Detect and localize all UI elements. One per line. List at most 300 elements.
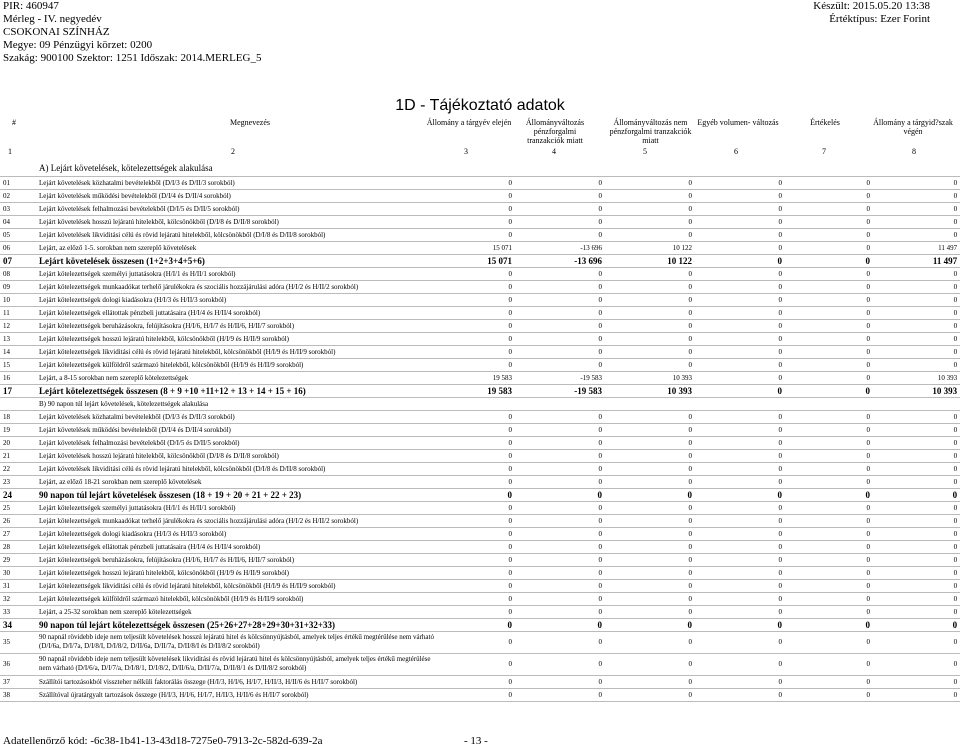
row-value: -19 583 [574,385,602,396]
row-code: 14 [3,347,10,356]
row-value: 0 [598,677,602,686]
table-row [0,332,960,345]
row-value: 0 [778,295,782,304]
row-label: Lejárt követelések hosszú lejáratú hitelekből, kölcsönökből (D/I/8 és D/II/8 sorokból) [39,451,279,460]
table-row [0,160,960,176]
row-value: 0 [778,607,782,616]
table-row [0,228,960,241]
row-value: -19 583 [580,373,602,382]
row-value: 0 [598,464,602,473]
row-value: 0 [688,677,692,686]
row-label: Szállítóval újratárgyalt tartozások összege (H/I/3, H/I/6, H/I/7, H/II/3, H/II/6 és H/II/7 sorokból) [39,690,309,699]
row-value: 0 [688,594,692,603]
row-value: 0 [778,360,782,369]
table-row [0,319,960,332]
row-code: 09 [3,282,10,291]
row-code: 13 [3,334,10,343]
table-row [0,423,960,436]
row-value: 0 [508,425,512,434]
row-value: 0 [953,230,958,239]
row-code: 17 [3,385,12,396]
row-label: Lejárt kötelezettségek beruházásokra, felújításokra (H/I/6, H/I/7 és H/II/6, H/II/7 sorokból) [39,555,295,564]
row-value: 0 [598,230,602,239]
row-value: 0 [953,542,958,551]
row-value: 0 [598,308,602,317]
col-c3: Állomány a tárgyév elején [426,118,512,127]
row-code: 18 [3,412,10,421]
row-label: Lejárt kötelezettségek összesen (8 + 9 +10 +11+12 + 13 + 14 + 15 + 16) [39,385,306,396]
row-label: Lejárt követelések felhalmozási bevételekből (D/I/5 és D/II/5 sorokból) [39,438,240,447]
row-value: 0 [688,178,692,187]
row-value: 0 [508,516,512,525]
row-value: 0 [688,660,692,668]
row-label: 90 napon túl lejárt kötelezettségek összesen (25+26+27+28+29+30+31+32+33) [39,619,335,630]
row-value: 0 [952,489,958,500]
row-value: 0 [598,660,602,668]
row-code: 26 [3,516,10,525]
row-value: 0 [598,191,602,200]
table-row [0,631,960,653]
row-value: 0 [688,230,692,239]
row-label: Lejárt kötelezettségek hosszú lejáratú hitelekből, kölcsönökből (H/I/9 és H/II/9 sorokból) [39,334,289,343]
row-value: 0 [508,282,512,291]
row-value: 0 [597,489,602,500]
row-code: 07 [3,255,12,266]
row-value: 0 [778,660,782,668]
row-value: 0 [778,204,782,213]
row-value: 0 [953,677,958,686]
row-code: 34 [3,619,12,630]
row-value: 0 [778,568,782,577]
row-value: 0 [688,438,692,447]
row-value: 0 [778,516,782,525]
row-value: 0 [866,230,870,239]
row-value: 0 [688,464,692,473]
row-value: 0 [778,373,782,382]
row-value: 0 [688,347,692,356]
row-value: 0 [598,638,602,646]
row-value: 0 [778,230,782,239]
row-value: 0 [866,373,870,382]
row-value: 10 122 [667,255,692,266]
row-value: 10 393 [672,373,692,382]
row-value: 0 [507,489,512,500]
row-code: 03 [3,204,10,213]
table-row [0,176,960,189]
row-value: 0 [866,503,870,512]
row-value: 0 [953,607,958,616]
row-value: 0 [865,255,870,266]
row-value: 0 [778,191,782,200]
table-row [0,293,960,306]
column-header-row [0,114,960,146]
district-label: Megye: 09 Pénzügyi körzet: 0200 [3,39,153,51]
row-value: 0 [508,360,512,369]
table-row [0,605,960,618]
row-value: 0 [866,438,870,447]
row-value: 0 [953,529,958,538]
col-number: 1 [8,147,12,156]
table-row [0,436,960,449]
row-value: 0 [777,619,782,630]
row-value: 0 [778,347,782,356]
table-row [0,358,960,371]
row-value: 0 [688,412,692,421]
row-label: B) 90 napon túl lejárt követelések, kötelezettségek alakulása [39,399,209,408]
row-value: 0 [778,321,782,330]
row-value: 0 [866,308,870,317]
row-code: 16 [3,373,10,382]
table-row [0,566,960,579]
row-value: 0 [866,677,870,686]
institution-label: CSOKONAI SZÍNHÁZ [3,26,110,38]
row-label: Lejárt követelések működési bevételekből (D/I/4 és D/II/4 sorokból) [39,191,231,200]
row-value: 0 [866,529,870,538]
col-number: 3 [464,147,468,156]
table-row [0,527,960,540]
table-row [0,475,960,488]
row-value: 0 [508,660,512,668]
row-code: 15 [3,360,10,369]
row-label: A) Lejárt követelések, kötelezettségek alakulása [39,162,213,173]
row-label: Lejárt kötelezettségek személyi juttatásokra (H/I/1 és H/II/1 sorokból) [39,269,236,278]
row-value: 0 [866,477,870,486]
row-value: 0 [598,217,602,226]
row-value: 0 [866,594,870,603]
row-value: 0 [866,178,870,187]
row-value: 0 [953,217,958,226]
row-value: 0 [688,607,692,616]
row-code: 06 [3,243,10,252]
row-code: 08 [3,269,10,278]
row-value: 0 [953,568,958,577]
row-value: 0 [598,516,602,525]
row-value: 0 [508,438,512,447]
row-label: Lejárt, az előző 18-21 sorokban nem szereplő követelések [39,477,202,486]
row-value: 0 [508,204,512,213]
table-row [0,514,960,527]
row-value: 0 [778,581,782,590]
row-label: Lejárt kötelezettségek személyi juttatásokra (H/I/1 és H/II/1 sorokból) [39,503,236,512]
row-label: Lejárt követelések közhatalmi bevételekből (D/I/3 és D/II/3 sorokból) [39,178,235,187]
row-value: 0 [508,677,512,686]
row-value: 0 [866,568,870,577]
row-value: 0 [508,347,512,356]
row-label: Szállítói tartozásokból visszteher nélküli faktorálás összege (H/I/3, H/I/6, H/I/7, H/II/3, H/II/6 és H/II/7 sorokból) [39,677,358,686]
row-value: 0 [508,555,512,564]
row-code: 24 [3,489,12,500]
row-value: 0 [778,677,782,686]
row-label: Lejárt követelések felhalmozási bevételekből (D/I/5 és D/II/5 sorokból) [39,204,240,213]
row-value: 0 [598,204,602,213]
row-value: 0 [866,638,870,646]
row-label: 90 napnál rövidebb ideje nem teljesült követelések hosszú lejáratú hitel és kölcsönnyújtásból, amelyek teljes értékű megtérülése nem várható (D/I/6a, D/I/7a, D/I/8/I, D/I/8/2, D/II/6a, D/II/7a, D/II/8/I és D/II/8/2 sorokból) [39,633,434,650]
row-value: 0 [866,690,870,699]
table-row [0,653,960,675]
row-value: 0 [598,503,602,512]
row-label: Lejárt kötelezettségek ellátottak pénzbeli juttatásaira (H/I/4 és H/II/4 sorokból) [39,308,261,317]
row-value: 0 [598,555,602,564]
row-value: 0 [688,191,692,200]
row-value: 0 [778,412,782,421]
row-value: 0 [866,217,870,226]
row-value: 0 [688,282,692,291]
row-value: 0 [598,334,602,343]
row-code [0,397,36,410]
row-value: 0 [953,334,958,343]
row-label: Lejárt, az előző 1-5. sorokban nem szereplő követelések [39,243,197,252]
table-row [0,202,960,215]
row-value: 0 [687,619,692,630]
row-value: 0 [598,438,602,447]
report-label: Mérleg - IV. negyedév [3,13,102,25]
row-value: 0 [866,516,870,525]
row-value: 0 [688,451,692,460]
row-value: 0 [866,347,870,356]
row-value: 0 [953,581,958,590]
row-value: 0 [866,295,870,304]
row-code: 21 [3,451,10,460]
row-value: 0 [508,529,512,538]
row-value: 0 [598,321,602,330]
row-code: 36 [3,660,10,668]
row-label: Lejárt kötelezettségek likviditási célú és rövid lejáratú hitelekből, kölcsönökből (H/I/9 és H/II/9 sorokból) [39,581,336,590]
row-value: 0 [778,690,782,699]
row-value: 0 [598,690,602,699]
row-value: 0 [598,477,602,486]
row-label: 90 napon túl lejárt követelések összesen (18 + 19 + 20 + 21 + 22 + 23) [39,489,302,500]
row-value: 0 [778,638,782,646]
table-row [0,688,960,701]
row-value: 0 [688,321,692,330]
row-value: 0 [778,282,782,291]
row-value: 0 [778,477,782,486]
table-row [0,579,960,592]
row-code: 19 [3,425,10,434]
row-value: 0 [953,464,958,473]
row-value: 0 [953,660,958,668]
row-value: 15 071 [492,243,512,252]
row-value: 0 [598,295,602,304]
row-value: 0 [598,269,602,278]
row-value: 0 [508,217,512,226]
row-label: Lejárt kötelezettségek beruházásokra, felújításokra (H/I/6, H/I/7 és H/II/6, H/II/7 sorokból) [39,321,295,330]
row-value: 0 [866,334,870,343]
row-value: 0 [508,503,512,512]
row-value: 0 [598,347,602,356]
row-value: 0 [598,529,602,538]
row-value: -13 696 [574,255,602,266]
table-row [0,540,960,553]
row-value: 0 [953,438,958,447]
row-value: 0 [508,269,512,278]
row-label: Lejárt követelések likviditási célú és rövid lejáratú hitelekből, kölcsönökből (D/I/8 és D/II/8 sorokból) [39,464,326,473]
row-code: 20 [3,438,10,447]
row-value: 0 [778,542,782,551]
row-value: 0 [866,581,870,590]
row-value: 0 [777,255,782,266]
row-value: 0 [777,385,782,396]
row-value: 0 [778,438,782,447]
row-value: 0 [508,690,512,699]
table-row [0,254,960,267]
row-value: 0 [688,690,692,699]
table-row [0,384,960,397]
row-value: 19 583 [492,373,512,382]
row-value: 0 [866,451,870,460]
table-row [0,449,960,462]
row-value: 0 [508,334,512,343]
row-value: 0 [688,638,692,646]
row-value: 0 [866,542,870,551]
row-code: 38 [3,690,10,699]
col-number: 4 [552,147,556,156]
row-value: 0 [778,464,782,473]
row-value: 0 [598,282,602,291]
row-value: 0 [598,360,602,369]
row-label: Lejárt kötelezettségek munkaadókat terhelő járulékokra és szociális hozzájárulási adóra (H/I/2 és H/II/2 sorokból) [39,516,359,525]
row-code: 22 [3,464,10,473]
page-title: 1D - Tájékoztató adatok [395,97,565,114]
row-code: 10 [3,295,10,304]
row-code: 37 [3,677,10,686]
table-row [0,241,960,254]
row-value: 0 [866,555,870,564]
row-value: 0 [953,425,958,434]
row-value: 0 [507,619,512,630]
row-label: Lejárt kötelezettségek dologi kiadásokra (H/I/3 és H/II/3 sorokból) [39,295,227,304]
row-value: 0 [688,568,692,577]
row-value: 0 [688,334,692,343]
row-label: Lejárt kötelezettségek ellátottak pénzbeli juttatásaira (H/I/4 és H/II/4 sorokból) [39,542,261,551]
row-value: 0 [953,690,958,699]
row-value: 10 393 [932,385,958,396]
row-value: 0 [953,555,958,564]
row-value: 0 [688,516,692,525]
row-code: 04 [3,217,10,226]
row-value: 0 [953,451,958,460]
row-value: 0 [778,503,782,512]
table-row [0,397,960,410]
row-code: 05 [3,230,10,239]
row-value: 11 497 [932,255,958,266]
row-value: 0 [953,638,958,646]
row-value: 0 [598,412,602,421]
row-label: Lejárt követelések közhatalmi bevételekből (D/I/3 és D/II/3 sorokból) [39,412,235,421]
row-value: 0 [598,581,602,590]
table-row [0,306,960,319]
col-c8: Állomány a tárgyid?szak végén [873,118,953,136]
row-label: Lejárt követelések összesen (1+2+3+4+5+6) [39,255,205,266]
row-value: 15 071 [487,255,512,266]
row-value: -13 696 [580,243,602,252]
table-row [0,462,960,475]
row-label: Lejárt követelések hosszú lejáratú hitelekből, kölcsönökből (D/I/8 és D/II/8 sorokból) [39,217,279,226]
row-code: 02 [3,191,10,200]
table-row [0,345,960,358]
col-number: 5 [643,147,647,156]
row-value: 0 [866,204,870,213]
row-code: 27 [3,529,10,538]
row-value: 0 [508,451,512,460]
row-value: 0 [866,282,870,291]
col-number: 7 [822,147,826,156]
row-value: 0 [598,542,602,551]
row-code: 29 [3,555,10,564]
row-value: 0 [778,451,782,460]
row-value: 0 [508,477,512,486]
row-value: 0 [953,321,958,330]
table-row [0,675,960,688]
row-value: 0 [508,607,512,616]
table-row [0,280,960,293]
row-value: 19 583 [487,385,512,396]
row-value: 0 [953,503,958,512]
row-value: 0 [953,347,958,356]
row-value: 11 497 [938,243,958,252]
row-value: 0 [508,191,512,200]
row-code: 35 [3,638,10,646]
col-name: Megnevezés [230,118,270,127]
row-label: Lejárt kötelezettségek hosszú lejáratú hitelekből, kölcsönökből (H/I/9 és H/II/9 sorokból) [39,568,289,577]
row-value: 0 [688,308,692,317]
table-row [0,371,960,384]
row-value: 0 [777,489,782,500]
row-label: Lejárt kötelezettségek külföldről származó hitelekből, kölcsönökből (H/I/9 és H/II/9 sorokból) [39,594,304,603]
row-value: 0 [953,269,958,278]
row-value: 0 [953,516,958,525]
row-value: 0 [953,191,958,200]
table-row [0,189,960,202]
table-row [0,553,960,566]
row-value: 0 [508,464,512,473]
row-value: 0 [688,425,692,434]
row-value: 0 [953,360,958,369]
row-value: 0 [598,568,602,577]
row-value: 0 [778,269,782,278]
row-value: 0 [866,360,870,369]
col-c4: Állományváltozás pénzforgalmi tranzakciók miatt [525,118,585,145]
row-value: 0 [778,529,782,538]
row-value: 0 [865,619,870,630]
row-value: 0 [688,529,692,538]
row-value: 0 [598,425,602,434]
row-code: 33 [3,607,10,616]
row-label: Lejárt kötelezettségek munkaadókat terhelő járulékokra és szociális hozzájárulási adóra (H/I/2 és H/II/2 sorokból) [39,282,359,291]
row-code: 11 [3,308,10,317]
row-code: 31 [3,581,10,590]
col-c7: Értékelés [810,118,840,127]
row-value: 0 [688,503,692,512]
row-value: 0 [778,594,782,603]
pir-label: PIR: 460947 [3,0,59,12]
row-value: 0 [598,594,602,603]
row-value: 0 [688,555,692,564]
col-c5: Állományváltozás nem pénzforgalmi tranzakciók miatt [609,118,692,145]
row-value: 0 [778,555,782,564]
row-value: 0 [508,178,512,187]
col-hash: # [12,118,16,127]
row-code: 25 [3,503,10,512]
row-code [0,160,36,176]
row-value: 0 [953,308,958,317]
row-value: 0 [866,425,870,434]
row-label: Lejárt követelések működési bevételekből (D/I/4 és D/II/4 sorokból) [39,425,231,434]
row-value: 0 [597,619,602,630]
row-code: 23 [3,477,10,486]
row-value: 0 [778,217,782,226]
row-value: 0 [508,308,512,317]
